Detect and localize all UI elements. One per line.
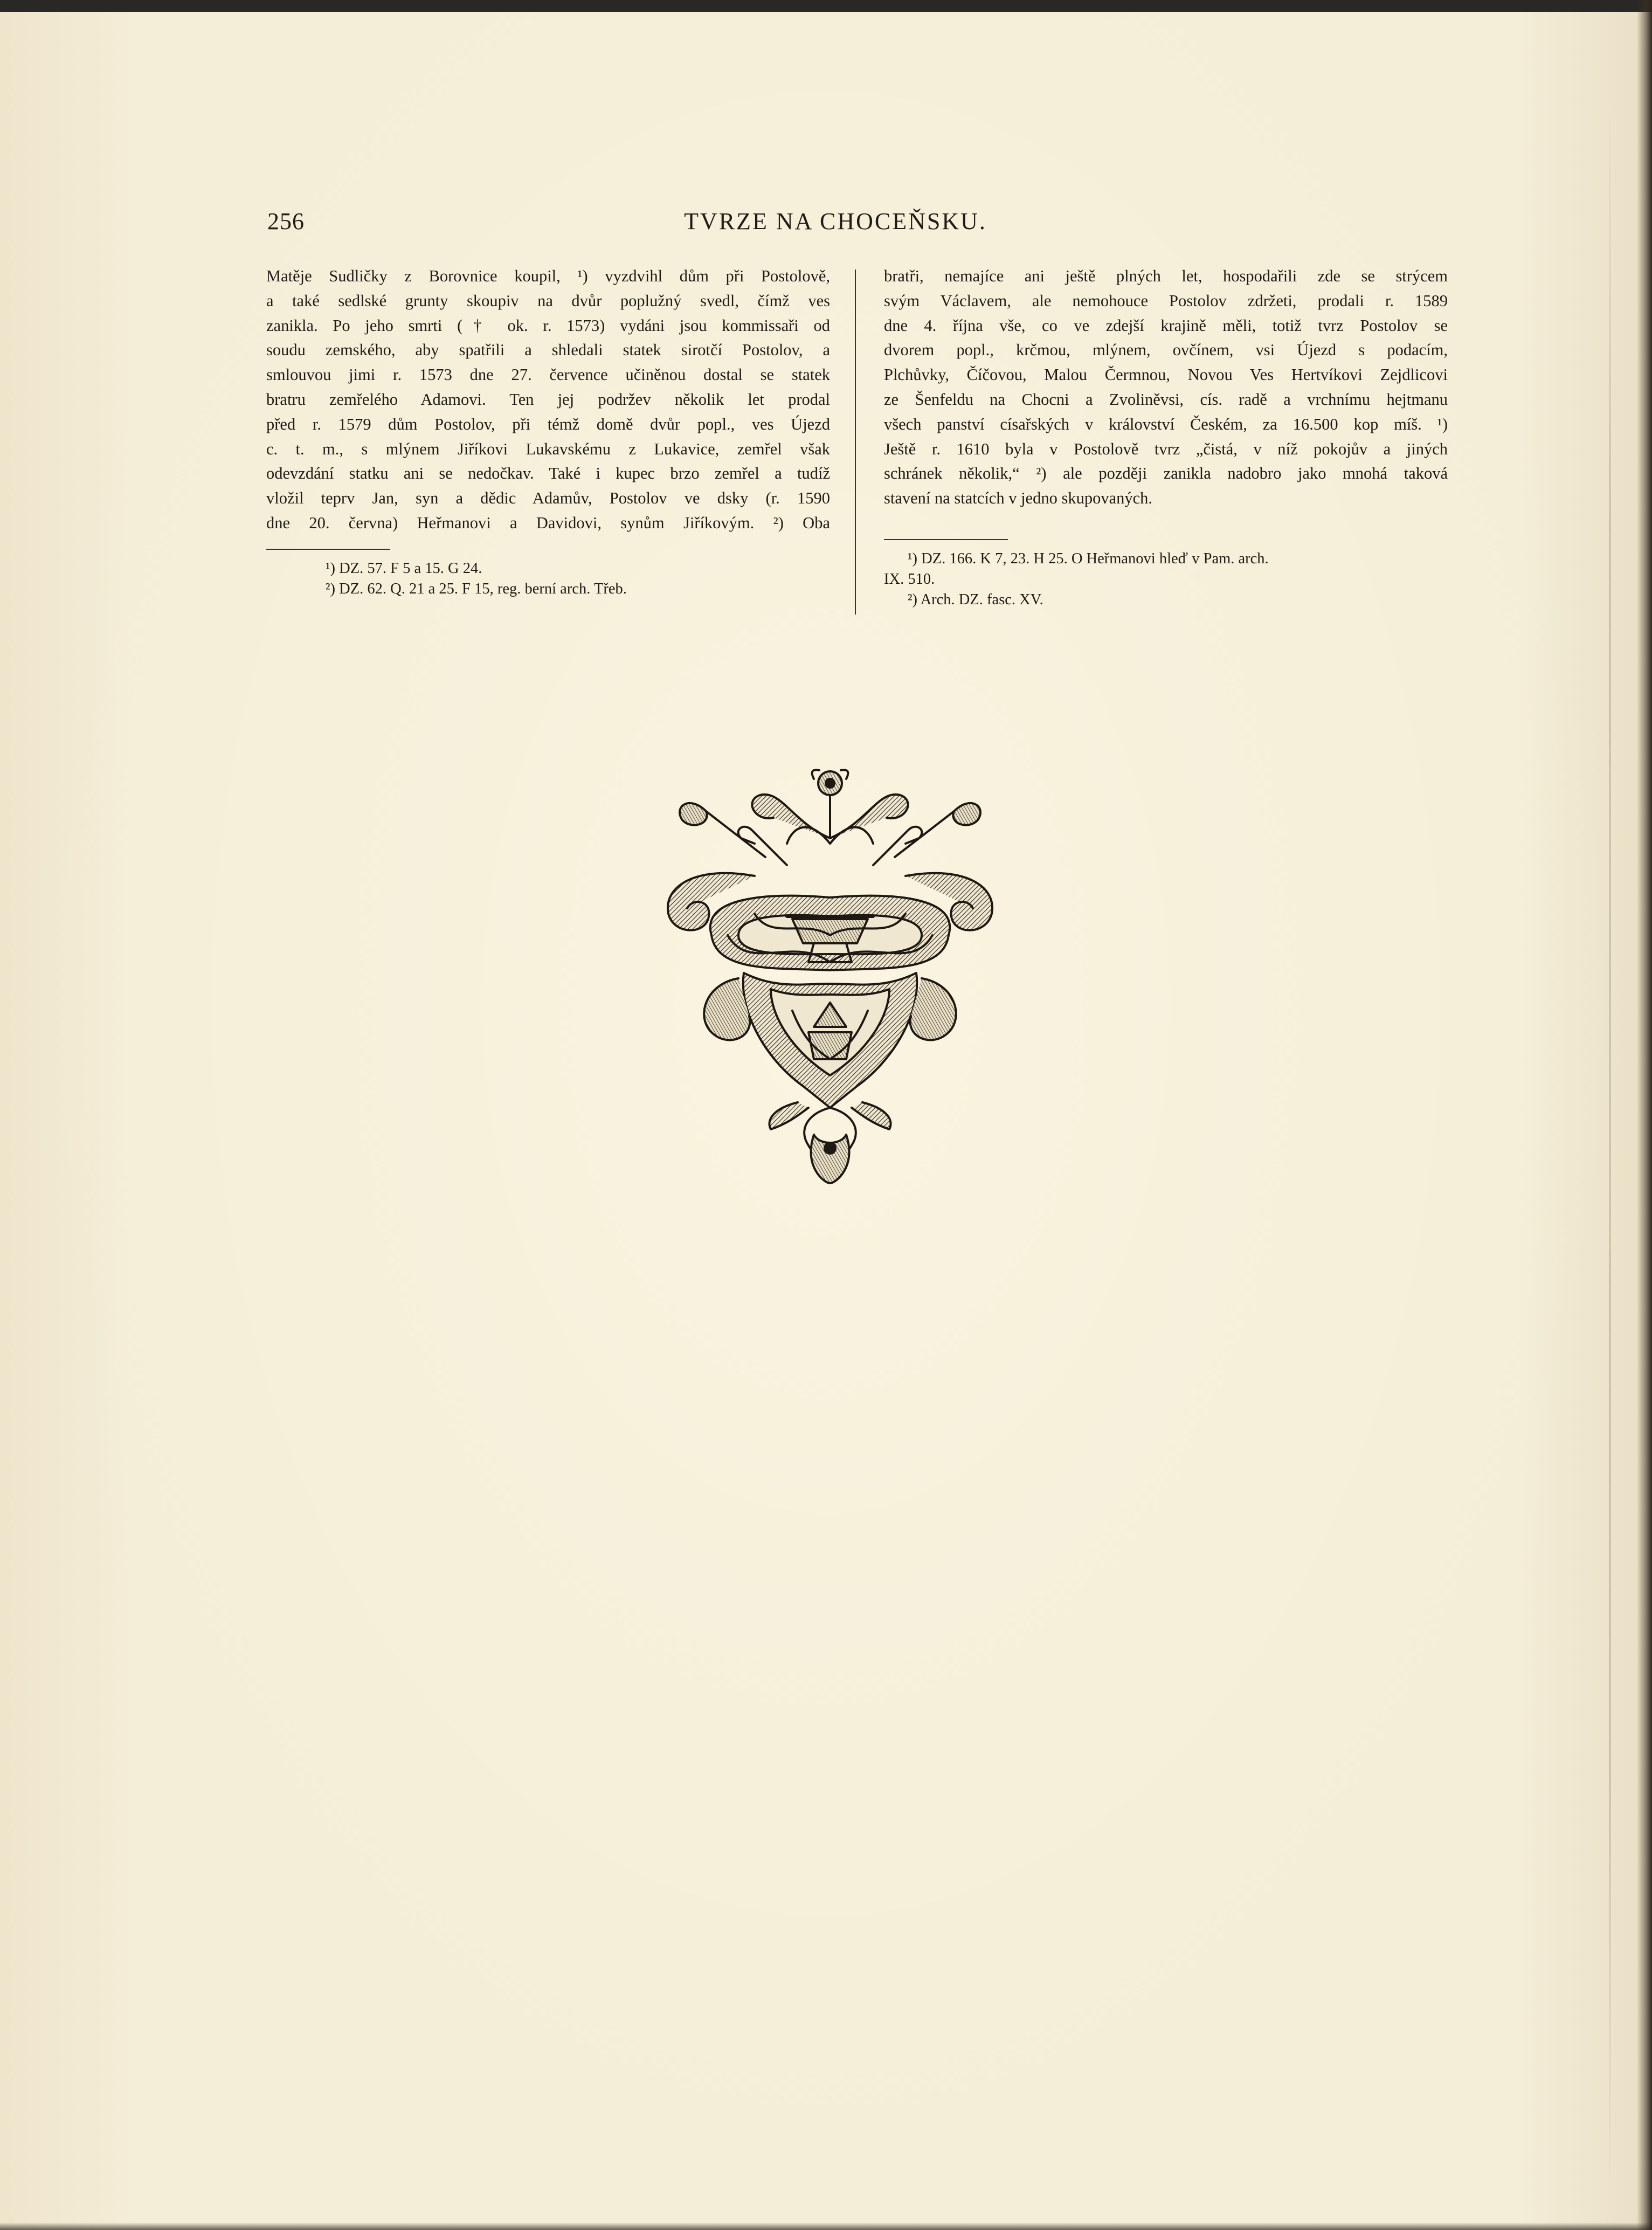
left-column xyxy=(266,264,830,599)
footnote-rule xyxy=(884,539,1008,540)
footnote: ²) DZ. 62. Q. 21 a 25. F 15, reg. berní arch. Třeb. xyxy=(326,580,627,597)
text-line: dne 20. června) Heřmanovi a Davidovi, synům Jiříkovým. ²) Oba xyxy=(266,513,830,532)
text-line: svým Václavem, ale nemohouce Postolov zdržeti, prodali r. 1589 xyxy=(884,291,1448,310)
column-divider xyxy=(855,270,856,615)
page-fold-shadow xyxy=(1609,97,1611,2199)
running-title: TVRZE NA CHOCEŇSKU. xyxy=(684,208,987,234)
text-line: Matěje Sudličky z Borovnice koupil, ¹) vyzdvihl dům při Postolově, xyxy=(266,267,830,285)
text-line: dvorem popl., krčmou, mlýnem, ovčínem, vsi Újezd s podacím, xyxy=(884,341,1448,360)
text-line: a také sedlské grunty skoupiv na dvůr poplužný svedl, čímž ves xyxy=(266,291,830,310)
text-line: bratři, nemajíce ani ještě plných let, hospodařili zde se strýcem xyxy=(884,267,1448,285)
right-column xyxy=(884,264,1448,610)
text-line: odevzdání statku ani se nedočkav. Také i kupec brzo zemřel a tudíž xyxy=(266,464,830,483)
text-line: stavení na statcích v jedno skupovaných. xyxy=(884,489,1153,508)
scan-top-border xyxy=(0,0,1652,12)
scan-bottom-border xyxy=(0,2222,1652,2230)
text-line: vložil teprv Jan, syn a dědic Adamův, Postolov ve dsky (r. 1590 xyxy=(266,489,830,508)
floral-vignette-icon xyxy=(631,757,1029,1189)
footnote: IX. 510. xyxy=(884,570,935,588)
text-line: smlouvou jimi r. 1573 dne 27. července učiněnou dostal se statek xyxy=(266,365,830,384)
footnote: ²) Arch. DZ. fasc. XV. xyxy=(908,591,1043,608)
scan-right-border xyxy=(1637,0,1652,2230)
text-line: soudu zemského, aby spatřili a shledali statek sirotčí Postolov, a xyxy=(266,341,830,360)
footnote: ¹) DZ. 166. K 7, 23. H 25. O Heřmanovi hleď v Pam. arch. xyxy=(908,550,1269,567)
text-line: před r. 1579 dům Postolov, při témž domě dvůr popl., ves Újezd xyxy=(266,415,830,433)
footnote-rule xyxy=(266,549,390,550)
text-line: bratru zemřelého Adamovi. Ten jej podržev několik let prodal xyxy=(266,390,830,409)
text-line: Plchůvky, Číčovou, Malou Čermnou, Novou Ves Hertvíkovi Zejdlicovi xyxy=(884,365,1448,384)
footnote: ¹) DZ. 57. F 5 a 15. G 24. xyxy=(326,560,482,577)
left-body-text xyxy=(266,264,830,536)
text-line: všech panství císařských v království Českém, za 16.500 kop míš. ¹) xyxy=(884,415,1448,433)
text-line: Ještě r. 1610 byla v Postolově tvrz „čistá, v níž pokojův a jiných xyxy=(884,439,1448,458)
text-line: zanikla. Po jeho smrti († ok. r. 1573) vydáni jsou kommissaři od xyxy=(266,316,830,335)
text-line: ze Šenfeldu na Chocni a Zvoliněvsi, cís. radě a vrchnímu hejtmanu xyxy=(884,390,1448,409)
text-line: schránek několik,“ ²) ale později zanikla nadobro jako mnohá taková xyxy=(884,464,1448,483)
text-line: c. t. m., s mlýnem Jiříkovi Lukavskému z Lukavice, zemřel však xyxy=(266,439,830,458)
text-line: dne 4. října vše, co ve zdejší krajině měli, totiž tvrz Postolov se xyxy=(884,316,1448,335)
right-body-text xyxy=(884,264,1448,511)
page-number: 256 xyxy=(267,208,305,234)
